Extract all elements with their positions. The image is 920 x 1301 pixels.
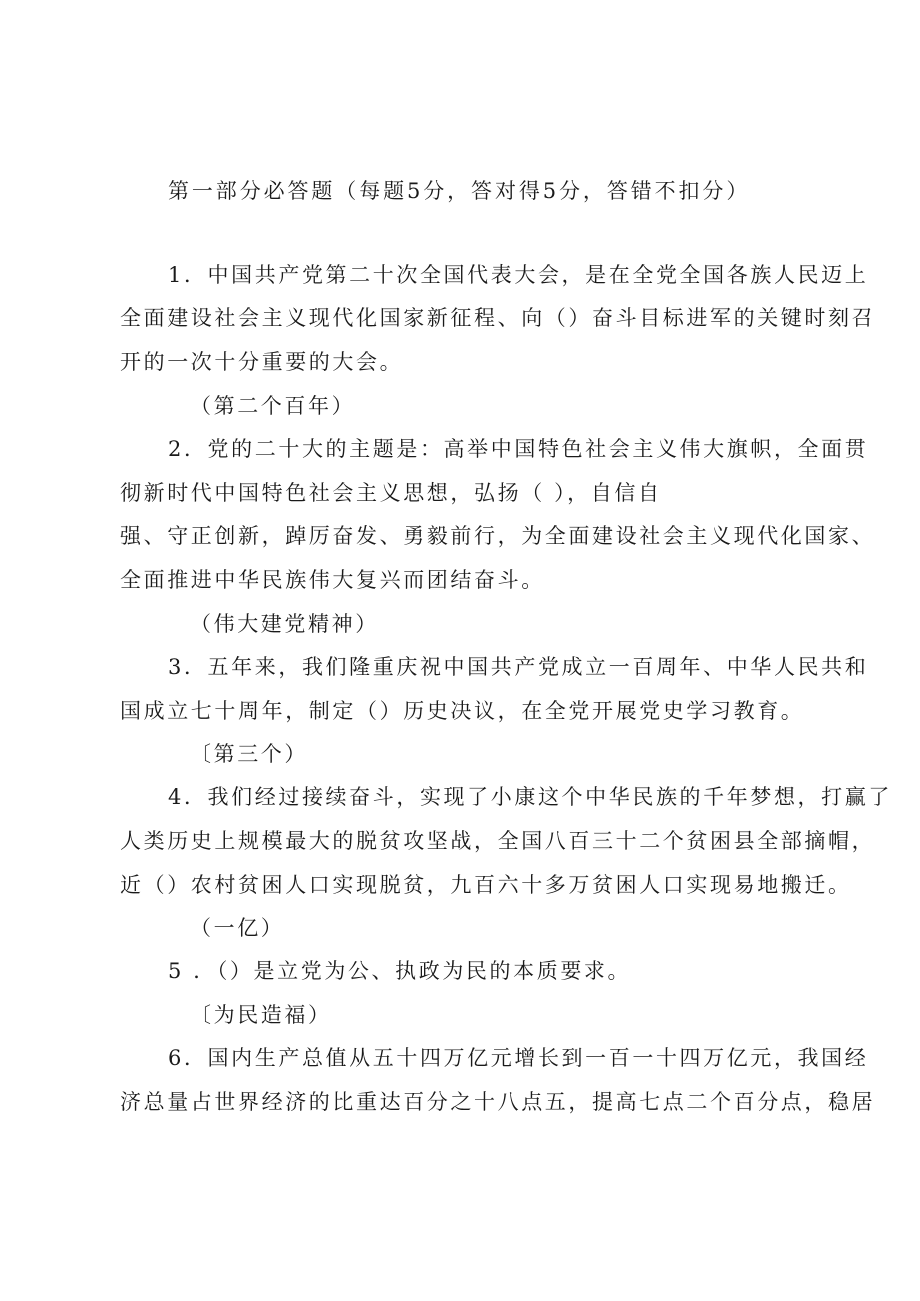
question-3-answer: 〔第三个） bbox=[190, 742, 308, 766]
section-title: 第一部分必答题（每题5分，答对得5分，答错不扣分） bbox=[168, 179, 751, 203]
question-4-answer: （一亿） bbox=[190, 916, 285, 940]
question-4-line-3: 近（）农村贫困人口实现脱贫，九百六十多万贫困人口实现易地搬迁。 bbox=[120, 873, 852, 897]
question-1-line-1: 1．中国共产党第二十次全国代表大会，是在全党全国各族人民迈上 bbox=[168, 263, 869, 287]
question-6-line-2: 济总量占世界经济的比重达百分之十八点五，提高七点二个百分点，稳居 bbox=[120, 1090, 876, 1114]
question-1-answer: （第二个百年） bbox=[190, 394, 356, 418]
question-1-line-3: 开的一次十分重要的大会。 bbox=[120, 350, 404, 374]
question-3-line-1: 3．五年来，我们隆重庆祝中国共产党成立一百周年、中华人民共和 bbox=[168, 655, 869, 679]
question-6-line-1: 6．国内生产总值从五十四万亿元增长到一百一十四万亿元，我国经 bbox=[168, 1046, 869, 1070]
question-1-line-2: 全面建设社会主义现代化国家新征程、向（）奋斗目标进军的关键时刻召 bbox=[120, 306, 876, 330]
question-5-answer: 〔为民造福） bbox=[190, 1003, 332, 1027]
question-2-line-4: 全面推进中华民族伟大复兴而团结奋斗。 bbox=[120, 568, 545, 592]
question-2-line-2: 彻新时代中国特色社会主义思想，弘扬（ ），自信自 bbox=[120, 481, 662, 505]
question-2-answer: （伟大建党精神） bbox=[190, 612, 379, 636]
question-2-line-3: 强、守正创新，踔厉奋发、勇毅前行，为全面建设社会主义现代化国家、 bbox=[120, 524, 876, 548]
question-4-line-1: 4．我们经过接续奋斗，实现了小康这个中华民族的千年梦想，打赢了 bbox=[168, 785, 892, 809]
question-2-line-1: 2．党的二十大的主题是：高举中国特色社会主义伟大旗帜，全面贯 bbox=[168, 437, 869, 461]
question-5-line-1: 5 ．（）是立党为公、执政为民的本质要求。 bbox=[168, 959, 632, 983]
question-3-line-2: 国成立七十周年，制定（）历史决议，在全党开展党史学习教育。 bbox=[120, 699, 805, 723]
question-4-line-2: 人类历史上规模最大的脱贫攻坚战，全国八百三十二个贫困县全部摘帽， bbox=[120, 829, 876, 853]
